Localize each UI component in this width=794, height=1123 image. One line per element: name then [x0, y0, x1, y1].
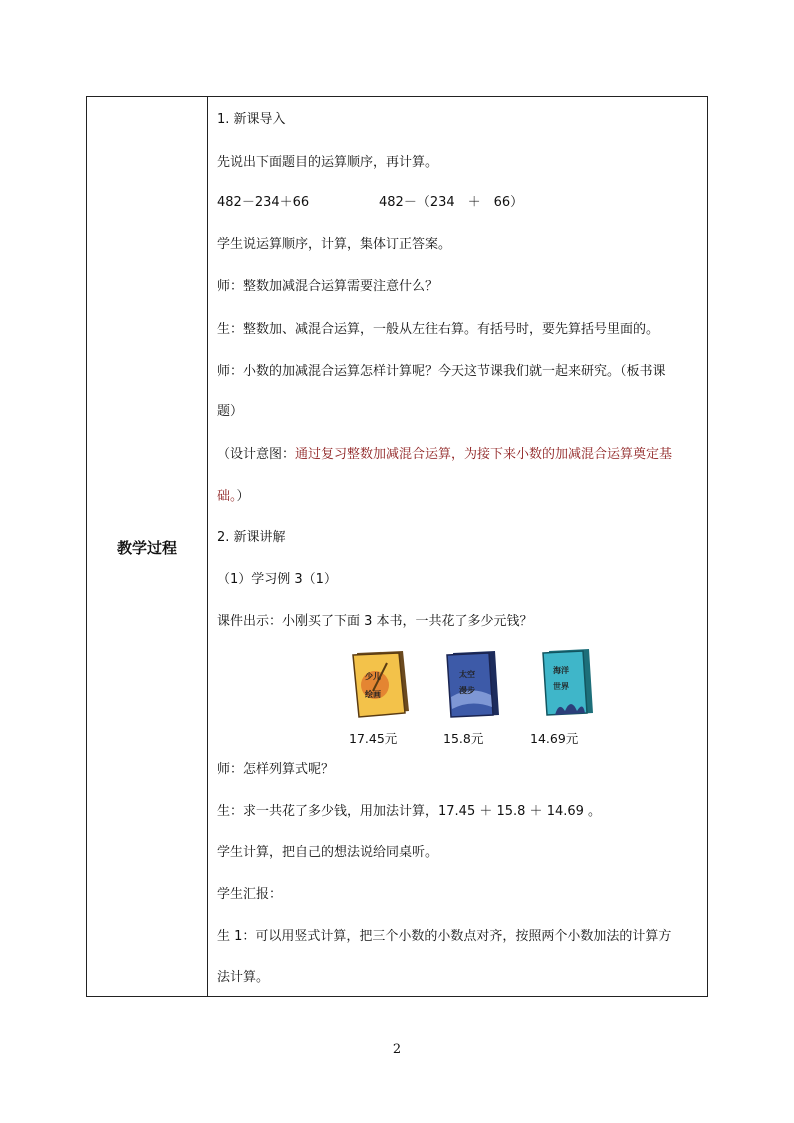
paragraph: 师：怎样列算式呢？: [217, 762, 335, 777]
page-number: 2: [392, 1042, 402, 1057]
expression-1: 482－234＋66: [217, 195, 310, 210]
section-label: 教学过程: [116, 539, 177, 557]
heading-intro: 1. 新课导入: [217, 112, 286, 127]
paragraph: 题）: [217, 404, 244, 419]
book-3-image: [543, 649, 593, 715]
design-intent-suffix: ）: [236, 489, 250, 504]
book-1-price: 17.45元: [349, 731, 398, 746]
paragraph: 生：求一共花了多少钱，用加法计算，17.45 ＋ 15.8 ＋ 14.69 。: [217, 804, 602, 819]
book-2-image: [447, 651, 499, 717]
paragraph: 先说出下面题目的运算顺序，再计算。: [217, 155, 439, 170]
paragraph: 学生汇报：: [217, 887, 283, 902]
design-intent-text: 通过复习整数加减混合运算，为接下来小数的加减混合运算奠定基: [295, 447, 673, 462]
heading-lecture: 2. 新课讲解: [217, 530, 286, 545]
design-intent-cont: [217, 489, 250, 505]
paragraph: 师：整数加减混合运算需要注意什么？: [217, 279, 439, 294]
paragraph: 学生计算，把自己的想法说给同桌听。: [217, 845, 439, 860]
book-3-title-1: 海洋: [553, 666, 569, 675]
book-1-image: [353, 651, 409, 717]
paragraph: 师：小数的加减混合运算怎样计算呢？今天这节课我们就一起来研究。（板书课: [217, 364, 666, 379]
book-1-title-2: 绘画: [365, 690, 381, 699]
lesson-table: [86, 96, 708, 997]
design-intent-prefix: （设计意图：: [217, 447, 296, 462]
paragraph: 生：整数加、减混合运算，一般从左往右算。有括号时，要先算括号里面的。: [217, 322, 660, 337]
expression-row: [217, 195, 703, 211]
book-2-title-2: 漫步: [459, 686, 475, 695]
design-intent-text: 础。: [217, 489, 237, 504]
expression-2: 482－（234 ＋ 66）: [379, 195, 524, 210]
paragraph: （1）学习例 3（1）: [217, 572, 337, 587]
design-intent: [217, 447, 672, 463]
book-3-price: 14.69元: [530, 731, 579, 746]
paragraph: 课件出示：小刚买了下面 3 本书，一共花了多少元钱？: [217, 614, 533, 629]
paragraph: 学生说运算顺序，计算，集体订正答案。: [217, 237, 452, 252]
column-divider: [207, 97, 208, 996]
book-1-title-1: 少儿: [365, 672, 381, 681]
book-3-title-2: 世界: [553, 682, 569, 691]
paragraph: 法计算。: [217, 970, 270, 985]
book-2-title-1: 太空: [459, 670, 475, 679]
book-2-price: 15.8元: [443, 731, 484, 746]
paragraph: 生 1：可以用竖式计算，把三个小数的小数点对齐，按照两个小数加法的计算方: [217, 929, 672, 944]
